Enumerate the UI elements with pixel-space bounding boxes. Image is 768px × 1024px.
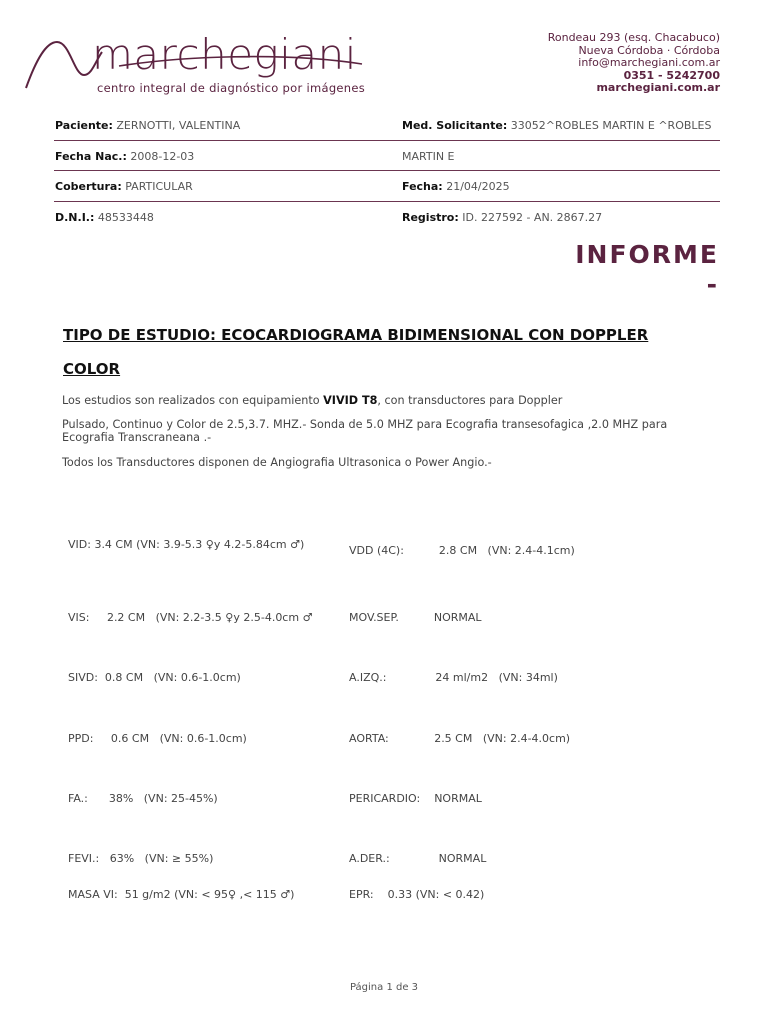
measurement-ader: A.DER.: NORMAL <box>349 852 487 865</box>
coverage-field: Cobertura: PARTICULAR <box>55 180 193 194</box>
contact-city: Nueva Córdoba · Córdoba <box>578 43 720 57</box>
measurement-masa-vi: MASA VI: 51 g/m2 (VN: < 95♀ ,< 115 ♂) <box>68 888 295 901</box>
measurement-ppd: PPD: 0.6 CM (VN: 0.6-1.0cm) <box>68 732 247 745</box>
birth-date-field: Fecha Nac.: 2008-12-03 <box>55 149 195 163</box>
measurement-sivd: SIVD: 0.8 CM (VN: 0.6-1.0cm) <box>68 671 241 684</box>
measurement-vis: VIS: 2.2 CM (VN: 2.2-3.5 ♀y 2.5-4.0cm ♂ <box>68 611 313 624</box>
measurement-vdd: VDD (4C): 2.8 CM (VN: 2.4-4.1cm) <box>349 544 575 557</box>
registry-field: Registro: ID. 227592 - AN. 2867.27 <box>402 211 603 225</box>
measurement-pericardio: PERICARDIO: NORMAL <box>349 792 482 805</box>
patient-info-table <box>54 110 720 232</box>
measurement-epr: EPR: 0.33 (VN: < 0.42) <box>349 888 485 901</box>
contact-address: Rondeau 293 (esq. Chacabuco) <box>547 31 720 44</box>
measurement-aizq: A.IZQ.: 24 ml/m2 (VN: 34ml) <box>349 671 558 684</box>
patient-row <box>54 171 720 202</box>
page-number: Página 1 de 3 <box>349 982 419 993</box>
requesting-doctor-continued: MARTIN E <box>402 149 455 163</box>
dni-field: D.N.I.: 48533448 <box>55 211 154 225</box>
measurement-fa: FA.: 38% (VN: 25-45%) <box>68 792 218 805</box>
contact-website[interactable]: marchegiani.com.ar <box>596 81 720 94</box>
contact-email[interactable]: info@marchegiani.com.ar <box>578 56 720 69</box>
patient-row <box>54 202 720 232</box>
equipment-paragraph: Los estudios son realizados con equipamiento VIVID T8, con transductores para Doppler <box>62 394 563 407</box>
measurement-fevi: FEVI.: 63% (VN: ≥ 55%) <box>68 852 214 865</box>
study-date-field: Fecha: 21/04/2025 <box>402 180 510 194</box>
contact-phone: 0351 - 5242700 <box>623 68 720 82</box>
requesting-doctor-field: Med. Solicitante: 33052^ROBLES MARTIN E ^ROBLES <box>402 119 712 132</box>
angio-paragraph: Todos los Transductores disponen de Angiografia Ultrasonica o Power Angio.- <box>62 456 492 469</box>
measurement-aorta: AORTA: 2.5 CM (VN: 2.4-4.0cm) <box>349 732 571 745</box>
report-heading: INFORME - <box>575 240 719 299</box>
transducer-paragraph: Pulsado, Continuo y Color de 2.5,3.7. MHZ.- Sonda de 5.0 MHZ para Ecografia transesofagica ,2.0 MHZ para Ecografia Transcraneana .- <box>62 418 668 444</box>
study-type-title: TIPO DE ESTUDIO: ECOCARDIOGRAMA BIDIMENSIONAL CON DOPPLER COLOR <box>63 326 649 378</box>
patient-name-field: Paciente: ZERNOTTI, VALENTINA <box>55 119 241 132</box>
patient-row <box>54 141 720 172</box>
company-logo <box>24 30 374 100</box>
patient-row <box>54 110 720 141</box>
logo-tagline: centro integral de diagnóstico por imágenes <box>97 81 366 95</box>
logo-wordmark: marchegiani <box>92 30 357 79</box>
measurement-vid: VID: 3.4 CM (VN: 3.9-5.3 ♀y 4.2-5.84cm ♂) <box>68 538 305 551</box>
contact-block <box>548 32 720 95</box>
measurement-movsep: MOV.SEP. NORMAL <box>349 611 482 624</box>
